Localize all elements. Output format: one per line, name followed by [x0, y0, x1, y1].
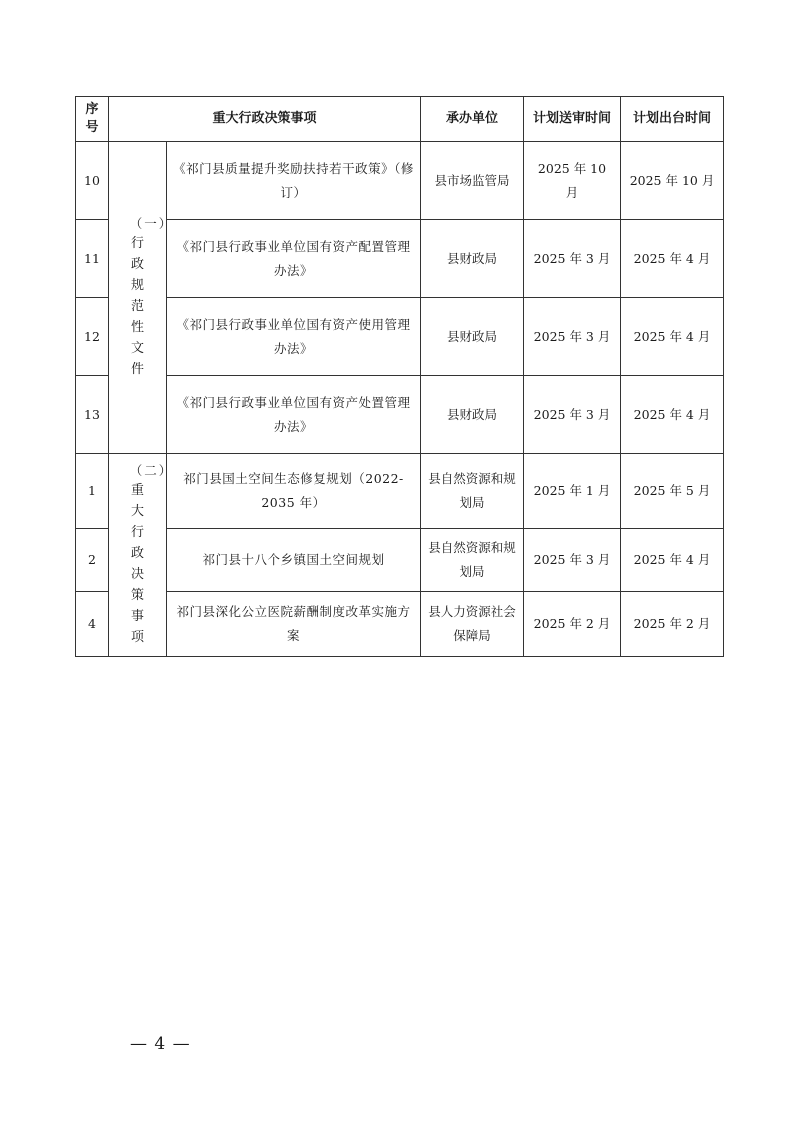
row-review-time: 2025 年 10 月	[524, 142, 621, 220]
row-review-time: 2025 年 2 月	[524, 592, 621, 657]
row-review-time: 2025 年 1 月	[524, 454, 621, 529]
table-row	[76, 529, 724, 592]
row-item: 《祁门县行政事业单位国有资产处置管理办法》	[167, 376, 421, 454]
row-no: 13	[76, 376, 109, 454]
row-item: 祁门县深化公立医院薪酬制度改革实施方案	[167, 592, 421, 657]
category-cell	[109, 142, 174, 454]
header-unit: 承办单位	[421, 97, 524, 142]
row-publish-time: 2025 年 4 月	[621, 529, 724, 592]
row-unit: 县财政局	[421, 376, 524, 454]
row-review-time: 2025 年 3 月	[524, 529, 621, 592]
category-label: 重大行政决策事项	[130, 482, 144, 645]
table-row	[76, 376, 724, 454]
row-no: 10	[76, 142, 109, 220]
table-row	[76, 592, 724, 657]
row-unit: 县市场监管局	[421, 142, 524, 220]
row-no: 4	[76, 592, 109, 657]
row-publish-time: 2025 年 4 月	[621, 220, 724, 298]
row-publish-time: 2025 年 4 月	[621, 298, 724, 376]
header-publish-time: 计划出台时间	[621, 97, 724, 142]
category-index: （一）	[129, 215, 174, 231]
row-unit: 县财政局	[421, 298, 524, 376]
category-cell	[109, 454, 174, 657]
header-no: 序号	[76, 97, 109, 142]
category-label: 行政规范性文件	[130, 235, 144, 377]
row-item: 祁门县国土空间生态修复规划（2022-2035 年）	[167, 454, 421, 529]
row-review-time: 2025 年 3 月	[524, 298, 621, 376]
table-row	[76, 298, 724, 376]
row-no: 11	[76, 220, 109, 298]
row-item: 《祁门县质量提升奖励扶持若干政策》（修订）	[167, 142, 421, 220]
row-publish-time: 2025 年 4 月	[621, 376, 724, 454]
category-index: （二）	[129, 462, 174, 478]
row-unit: 县人力资源社会保障局	[421, 592, 524, 657]
table-header-row	[76, 97, 724, 142]
row-item: 《祁门县行政事业单位国有资产配置管理办法》	[167, 220, 421, 298]
page-number: — 4 —	[130, 1034, 191, 1054]
table-row	[76, 142, 724, 220]
row-publish-time: 2025 年 10 月	[621, 142, 724, 220]
row-publish-time: 2025 年 5 月	[621, 454, 724, 529]
row-review-time: 2025 年 3 月	[524, 220, 621, 298]
row-no: 12	[76, 298, 109, 376]
row-review-time: 2025 年 3 月	[524, 376, 621, 454]
row-no: 1	[76, 454, 109, 529]
table-row	[76, 454, 724, 529]
row-unit: 县财政局	[421, 220, 524, 298]
row-unit: 县自然资源和规划局	[421, 529, 524, 592]
row-publish-time: 2025 年 2 月	[621, 592, 724, 657]
row-item: 祁门县十八个乡镇国土空间规划	[167, 529, 421, 592]
decision-plan-table	[75, 96, 724, 657]
row-no: 2	[76, 529, 109, 592]
table-row	[76, 220, 724, 298]
row-unit: 县自然资源和规划局	[421, 454, 524, 529]
header-review-time: 计划送审时间	[524, 97, 621, 142]
header-item: 重大行政决策事项	[109, 97, 421, 142]
row-item: 《祁门县行政事业单位国有资产使用管理办法》	[167, 298, 421, 376]
